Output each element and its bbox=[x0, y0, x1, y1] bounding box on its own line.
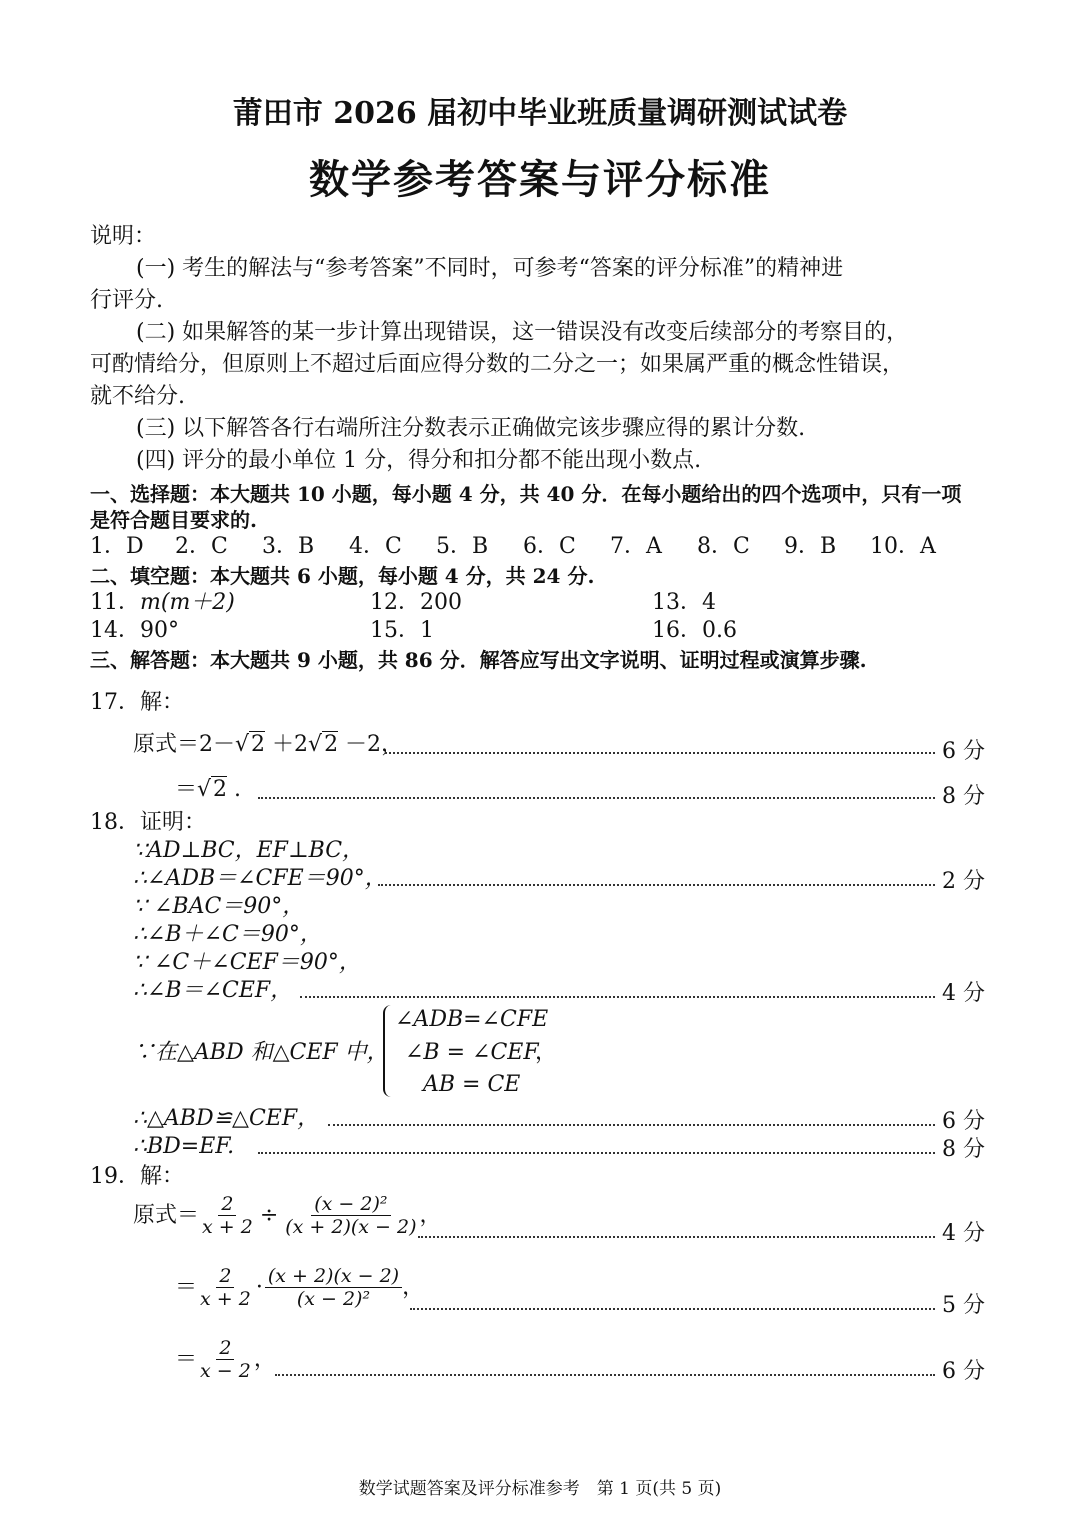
q18-score-3: 6 分 bbox=[942, 1109, 985, 1134]
q17-radicand-2: 2 bbox=[324, 732, 339, 757]
q19-score-1: 4 分 bbox=[942, 1221, 985, 1246]
q18-label: 18．证明： bbox=[90, 810, 206, 835]
fill-answer-11-value: m(m＋2) bbox=[140, 590, 235, 615]
choice-answer-8: 8．C bbox=[697, 534, 750, 559]
dot-leader bbox=[275, 1374, 935, 1376]
multiplication-dot: · bbox=[255, 1274, 263, 1300]
section3-heading: 三、解答题：本大题共 9 小题，共 86 分．解答应写出文字说明、证明过程或演算步骤. bbox=[90, 648, 867, 672]
fill-answer-14: 14．90° bbox=[90, 618, 179, 643]
q18-line-8: ∴△ABD≌△CEF， bbox=[133, 1106, 320, 1131]
dot-leader bbox=[258, 797, 935, 799]
q17-score-2: 8 分 bbox=[942, 784, 985, 809]
q17-line-2-part-a: ＝ bbox=[175, 777, 198, 802]
q19-score-2: 5 分 bbox=[942, 1293, 985, 1318]
q19-line-2-suffix: ， bbox=[402, 1274, 425, 1300]
note-2-line-a: (二) 如果解答的某一步计算出现错误，这一错误没有改变后续部分的考察目的， bbox=[136, 320, 909, 345]
note-2-line-c: 就不给分. bbox=[90, 384, 185, 409]
choice-answer-1: 1．D bbox=[90, 534, 144, 559]
q18-line-3: ∵ ∠BAC＝90°， bbox=[133, 894, 305, 919]
choice-answer-9: 9．B bbox=[784, 534, 837, 559]
sqrt-symbol: √ bbox=[308, 732, 323, 757]
q17-line-1-part-b: ＋2 bbox=[265, 732, 309, 757]
fraction-numerator: 2 bbox=[216, 1337, 234, 1360]
note-1-line-a: (一) 考生的解法与“参考答案”不同时，可参考“答案的评分标准”的精神进 bbox=[136, 256, 844, 281]
dot-leader bbox=[410, 1308, 935, 1310]
note-3: (三) 以下解答各行右端所注分数表示正确做完该步骤应得的累计分数. bbox=[136, 416, 806, 441]
fill-answer-11-number: 11． bbox=[90, 590, 140, 615]
q19-score-3: 6 分 bbox=[942, 1359, 985, 1384]
choice-answer-6: 6．C bbox=[523, 534, 576, 559]
fraction bbox=[265, 1265, 402, 1310]
section2-heading: 二、填空题：本大题共 6 小题，每小题 4 分，共 24 分. bbox=[90, 564, 595, 588]
fraction-numerator: (x − 2)² bbox=[311, 1193, 390, 1216]
section1-heading-b: 是符合题目要求的. bbox=[90, 508, 257, 532]
dot-leader bbox=[385, 752, 935, 754]
q17-line-1-part-c: －2， bbox=[338, 732, 404, 757]
sqrt-symbol: √ bbox=[197, 777, 212, 802]
choice-answer-5: 5．B bbox=[436, 534, 489, 559]
document-subtitle: 数学参考答案与评分标准 bbox=[309, 156, 771, 203]
q18-system-line-1: ∠ADB=∠CFE bbox=[395, 1007, 549, 1032]
choice-answer-3: 3．B bbox=[262, 534, 315, 559]
fraction bbox=[197, 1265, 254, 1310]
dot-leader bbox=[418, 1236, 935, 1238]
q17-line-1-part-a: 原式＝2－ bbox=[133, 732, 235, 757]
sqrt-symbol: √ bbox=[235, 732, 250, 757]
fill-answer-15: 15．1 bbox=[370, 618, 434, 643]
q18-line-4: ∴∠B＋∠C＝90°， bbox=[133, 922, 322, 947]
fraction-denominator: x + 2 bbox=[202, 1216, 253, 1238]
q17-line-1 bbox=[133, 728, 403, 762]
q19-line-3-prefix: ＝ bbox=[175, 1346, 198, 1372]
q19-line-1-suffix: ， bbox=[419, 1202, 442, 1228]
fill-answer-12: 12．200 bbox=[370, 590, 462, 615]
dot-leader bbox=[258, 1152, 935, 1154]
dot-leader bbox=[378, 884, 935, 886]
fraction-denominator: x + 2 bbox=[200, 1288, 251, 1310]
q17-line-2-part-b: . bbox=[227, 777, 242, 802]
choice-answer-4: 4．C bbox=[349, 534, 402, 559]
q18-score-2: 4 分 bbox=[942, 981, 985, 1006]
q18-line-5: ∵ ∠C＋∠CEF＝90°， bbox=[133, 950, 361, 975]
section1-heading-a: 一、选择题：本大题共 10 小题，每小题 4 分，共 40 分．在每小题给出的四个选项中，只有一项 bbox=[90, 482, 962, 506]
choice-answer-2: 2．C bbox=[175, 534, 228, 559]
q18-line-2: ∴∠ADB＝∠CFE＝90°， bbox=[133, 866, 387, 891]
dot-leader bbox=[300, 996, 935, 998]
q19-label: 19．解： bbox=[90, 1164, 184, 1189]
choice-answer-10: 10．A bbox=[870, 534, 936, 559]
division-sign: ÷ bbox=[259, 1202, 279, 1228]
q18-line-6: ∴∠B＝∠CEF， bbox=[133, 978, 293, 1003]
q18-line-1: ∵AD⊥BC，EF⊥BC， bbox=[133, 838, 365, 863]
fraction bbox=[282, 1193, 419, 1238]
system-brace bbox=[383, 1005, 395, 1097]
q17-score-1: 6 分 bbox=[942, 739, 985, 764]
q17-radicand-3: 2 bbox=[213, 777, 228, 802]
q19-line-2 bbox=[175, 1265, 424, 1310]
fraction-denominator: x − 2 bbox=[200, 1360, 251, 1382]
q18-line-7: ∵在△ABD 和△CEF 中， bbox=[133, 1040, 389, 1065]
q19-line-3 bbox=[175, 1337, 276, 1382]
q19-line-3-suffix: ， bbox=[253, 1346, 276, 1372]
fraction-numerator: 2 bbox=[218, 1193, 236, 1216]
q17-label: 17．解： bbox=[90, 690, 184, 715]
note-4: (四) 评分的最小单位 1 分，得分和扣分都不能出现小数点. bbox=[136, 448, 702, 473]
fill-answer-13: 13．4 bbox=[652, 590, 716, 615]
fraction-numerator: 2 bbox=[216, 1265, 234, 1288]
q19-line-1-prefix: 原式＝ bbox=[133, 1202, 200, 1228]
q17-radicand-1: 2 bbox=[251, 732, 266, 757]
choice-answer-7: 7．A bbox=[610, 534, 662, 559]
q18-system-line-3: AB = CE bbox=[423, 1072, 521, 1097]
note-1-line-b: 行评分. bbox=[90, 288, 163, 313]
q18-system-comma: ， bbox=[535, 1040, 558, 1065]
page-footer: 数学试题答案及评分标准参考 第 1 页(共 5 页) bbox=[358, 1479, 722, 1499]
fraction-denominator: (x + 2)(x − 2) bbox=[285, 1216, 417, 1238]
document-title: 莆田市 2026 届初中毕业班质量调研测试试卷 bbox=[232, 96, 848, 131]
q18-line-9: ∴BD=EF. bbox=[133, 1134, 235, 1159]
q17-line-2 bbox=[175, 773, 241, 807]
fraction-denominator: (x − 2)² bbox=[296, 1288, 371, 1310]
fraction bbox=[197, 1337, 254, 1382]
fraction bbox=[199, 1193, 256, 1238]
q19-line-2-prefix: ＝ bbox=[175, 1274, 198, 1300]
q18-system-line-2: ∠B = ∠CEF bbox=[405, 1040, 539, 1065]
fraction-numerator: (x + 2)(x − 2) bbox=[265, 1265, 402, 1288]
notes-heading: 说明： bbox=[90, 224, 157, 249]
dot-leader bbox=[328, 1124, 935, 1126]
fill-answer-16: 16．0.6 bbox=[652, 618, 737, 643]
q18-score-1: 2 分 bbox=[942, 869, 985, 894]
note-2-line-b: 可酌情给分，但原则上不超过后面应得分数的二分之一；如果属严重的概念性错误， bbox=[90, 352, 905, 377]
q19-line-1 bbox=[133, 1193, 442, 1238]
q18-score-4: 8 分 bbox=[942, 1137, 985, 1162]
